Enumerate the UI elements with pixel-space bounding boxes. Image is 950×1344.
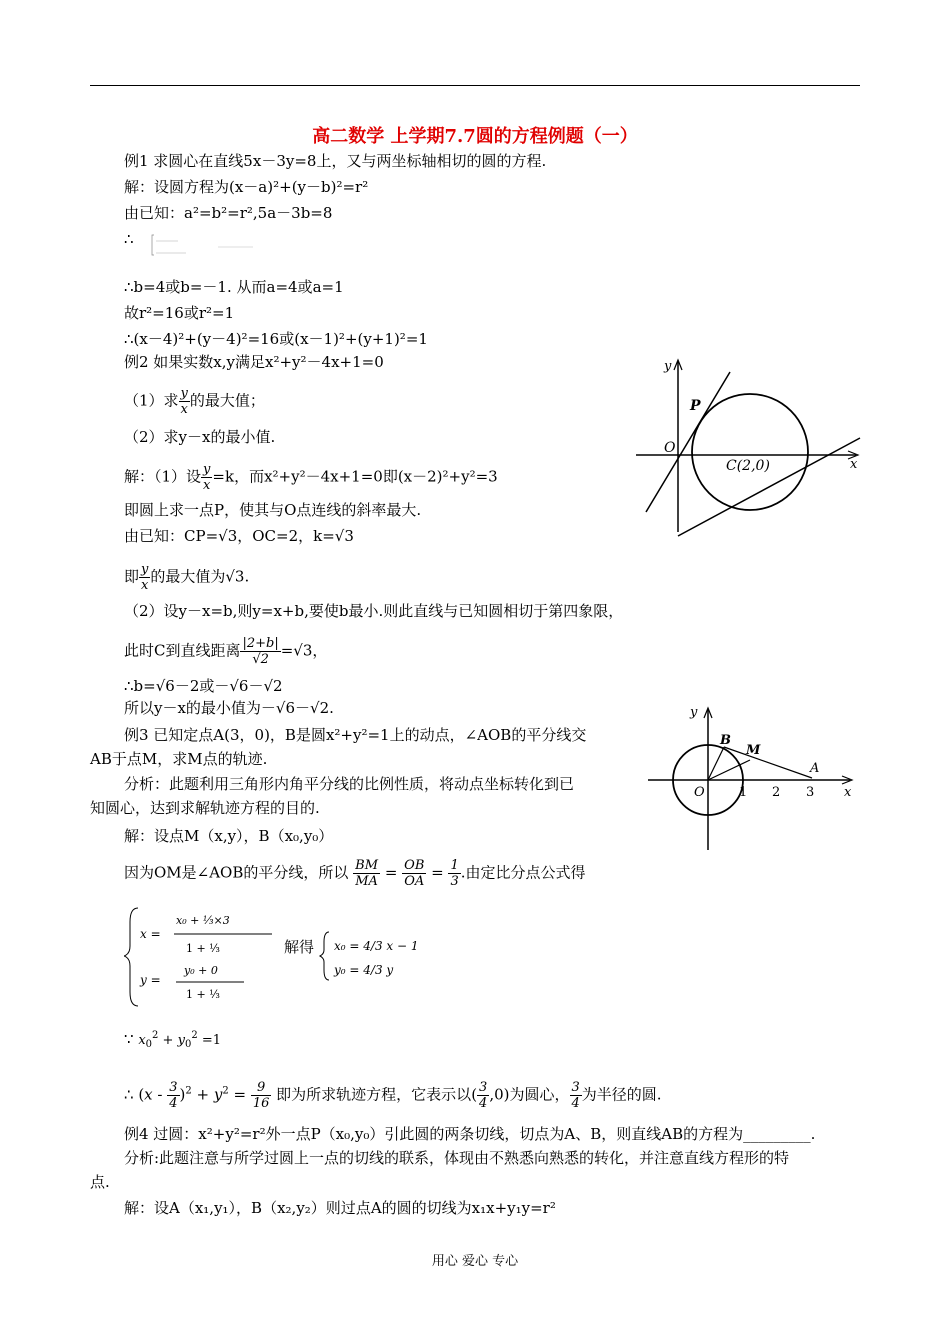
figure-angle-bisector bbox=[640, 702, 860, 852]
ex3-sol1: 解：设点M（x,y），B（x₀,y₀） bbox=[124, 827, 334, 845]
solve-label: 解得 bbox=[284, 938, 315, 956]
ex4-sol1: 解：设A（x₁,y₁），B（x₂,y₂）则过点A的圆的切线为x₁x+y₁y=r² bbox=[124, 1199, 556, 1217]
svg-text:1 + ⅓: 1 + ⅓ bbox=[186, 942, 220, 955]
fig2-tick-1: 1 bbox=[739, 785, 748, 800]
fig2-tick-2: 2 bbox=[772, 785, 781, 800]
ex3-sol4: ∵ $x_0^2 + y_0^2 =1$ bbox=[124, 1030, 221, 1050]
ex3-analysis2: 知圆心，达到求解轨迹方程的目的. bbox=[90, 799, 320, 817]
fig2-tick-3: 3 bbox=[806, 785, 815, 800]
svg-text:y =: y = bbox=[140, 973, 161, 987]
ex2-question: 例2 如果实数x,y满足x²+y²－4x+1=0 bbox=[124, 353, 384, 371]
therefore-symbol: ∴ bbox=[124, 230, 134, 248]
ex2-sol1: 解：（1）设 $\frac{y}{x}$ =k，而x²+y²－4x+1=0即(x－2)²+y²=3 bbox=[124, 462, 498, 493]
ex1-line3 bbox=[124, 229, 258, 259]
ex2-part2: （2）求y－x的最小值. bbox=[124, 428, 276, 446]
ex1-line1: 解：设圆方程为(x－a)²+(y－b)²=r² bbox=[124, 178, 369, 196]
ex4-analysis2: 点. bbox=[90, 1173, 110, 1191]
svg-text:1 + ⅓: 1 + ⅓ bbox=[186, 988, 220, 1001]
figure-circle-tangent bbox=[628, 352, 868, 542]
ex2-sol3: 由已知：CP=√3，OC=2，k=√3 bbox=[124, 527, 354, 545]
fig2-point-m: M bbox=[746, 743, 761, 758]
ex2-sol7: ∴b=√6－2或－√6－√2 bbox=[124, 677, 283, 695]
ex1-small-system-image bbox=[138, 229, 258, 259]
ex3-system-image bbox=[124, 902, 464, 1012]
ex1-line4: ∴b=4或b=－1. 从而a=4或a=1 bbox=[124, 278, 344, 296]
page-title: 高二数学 上学期7.7圆的方程例题（一） bbox=[312, 126, 638, 147]
fig2-origin-label: O bbox=[694, 785, 705, 800]
svg-text:x₀ + ⅓×3: x₀ + ⅓×3 bbox=[176, 914, 230, 927]
ex1-line5: 故r²=16或r²=1 bbox=[124, 304, 235, 322]
svg-text:y₀ + 0: y₀ + 0 bbox=[184, 964, 218, 977]
ex2-sol2: 即圆上求一点P，使其与O点连线的斜率最大. bbox=[124, 501, 422, 519]
ex4-analysis1: 分析:此题注意与所学过圆上一点的切线的联系，体现由不熟悉向熟悉的转化，并注意直线方程形的特 bbox=[124, 1149, 790, 1167]
fig1-origin-label: O bbox=[664, 440, 676, 456]
ex1-line2: 由已知：a²=b²=r²,5a－3b=8 bbox=[124, 204, 333, 222]
fig1-y-label: y bbox=[664, 359, 672, 374]
header-rule bbox=[90, 85, 860, 86]
ex3-sol2: 因为OM是∠AOB的平分线，所以 $\frac{BM}{MA}$ = $\frac{OB}{OA}$ = $\frac{1}{3}$ .由定比分点公式得 bbox=[124, 858, 586, 889]
ex2-sol6: 此时C到直线距离 $\frac{|2+b|}{√2}$ =√3， bbox=[124, 636, 328, 667]
svg-text:x =: x = bbox=[140, 927, 161, 941]
ex2-sol5: （2）设y－x=b,则y=x+b,要使b最小.则此直线与已知圆相切于第四象限， bbox=[124, 602, 624, 620]
svg-text:y₀ = 4/3 y: y₀ = 4/3 y bbox=[334, 963, 394, 977]
ex3-sol5: ∴ (x - $\frac{3}{4}$ )$^2 + y^2$ = $\frac{9}{16}$ 即为所求轨迹方程，它表示以( $\frac{3}{4}$ ,0)为圆心， $\frac{3}{4}$ 为半径的圆. bbox=[124, 1080, 662, 1111]
fig1-point-p: P bbox=[690, 398, 701, 414]
ex2-sol4: 即 $\frac{y}{x}$ 的最大值为√3. bbox=[124, 562, 250, 593]
ex1-line6: ∴(x－4)²+(y－4)²=16或(x－1)²+(y+1)²=1 bbox=[124, 330, 428, 348]
ex1-question: 例1 求圆心在直线5x－3y=8上，又与两坐标轴相切的圆的方程. bbox=[124, 152, 547, 170]
fig1-x-label: x bbox=[850, 457, 858, 472]
svg-text:x₀ = 4/3 x − 1: x₀ = 4/3 x − 1 bbox=[334, 939, 419, 953]
fig2-y-label: y bbox=[690, 705, 698, 720]
fig2-x-label: x bbox=[844, 785, 852, 800]
fig1-center-label: C(2,0) bbox=[726, 458, 770, 474]
ex3-question1: 例3 已知定点A(3，0)，B是圆x²+y²=1上的动点，∠AOB的平分线交 bbox=[124, 726, 587, 744]
page-footer: 用心 爱心 专心 bbox=[431, 1254, 519, 1269]
fig2-point-b: B bbox=[720, 733, 731, 748]
ex3-analysis1: 分析：此题利用三角形内角平分线的比例性质，将动点坐标转化到已 bbox=[124, 775, 575, 793]
fig2-point-a: A bbox=[810, 761, 820, 776]
ex4-question: 例4 过圆：x²+y²=r²外一点P（x₀,y₀）引此圆的两条切线，切点为A、B，则直线AB的方程为_________. bbox=[124, 1125, 816, 1143]
ex2-sol8: 所以y－x的最小值为－√6－√2. bbox=[124, 699, 334, 717]
ex2-part1: （1）求 $\frac{y}{x}$ 的最大值； bbox=[124, 386, 265, 417]
ex3-question2: AB于点M，求M点的轨迹. bbox=[90, 750, 268, 768]
